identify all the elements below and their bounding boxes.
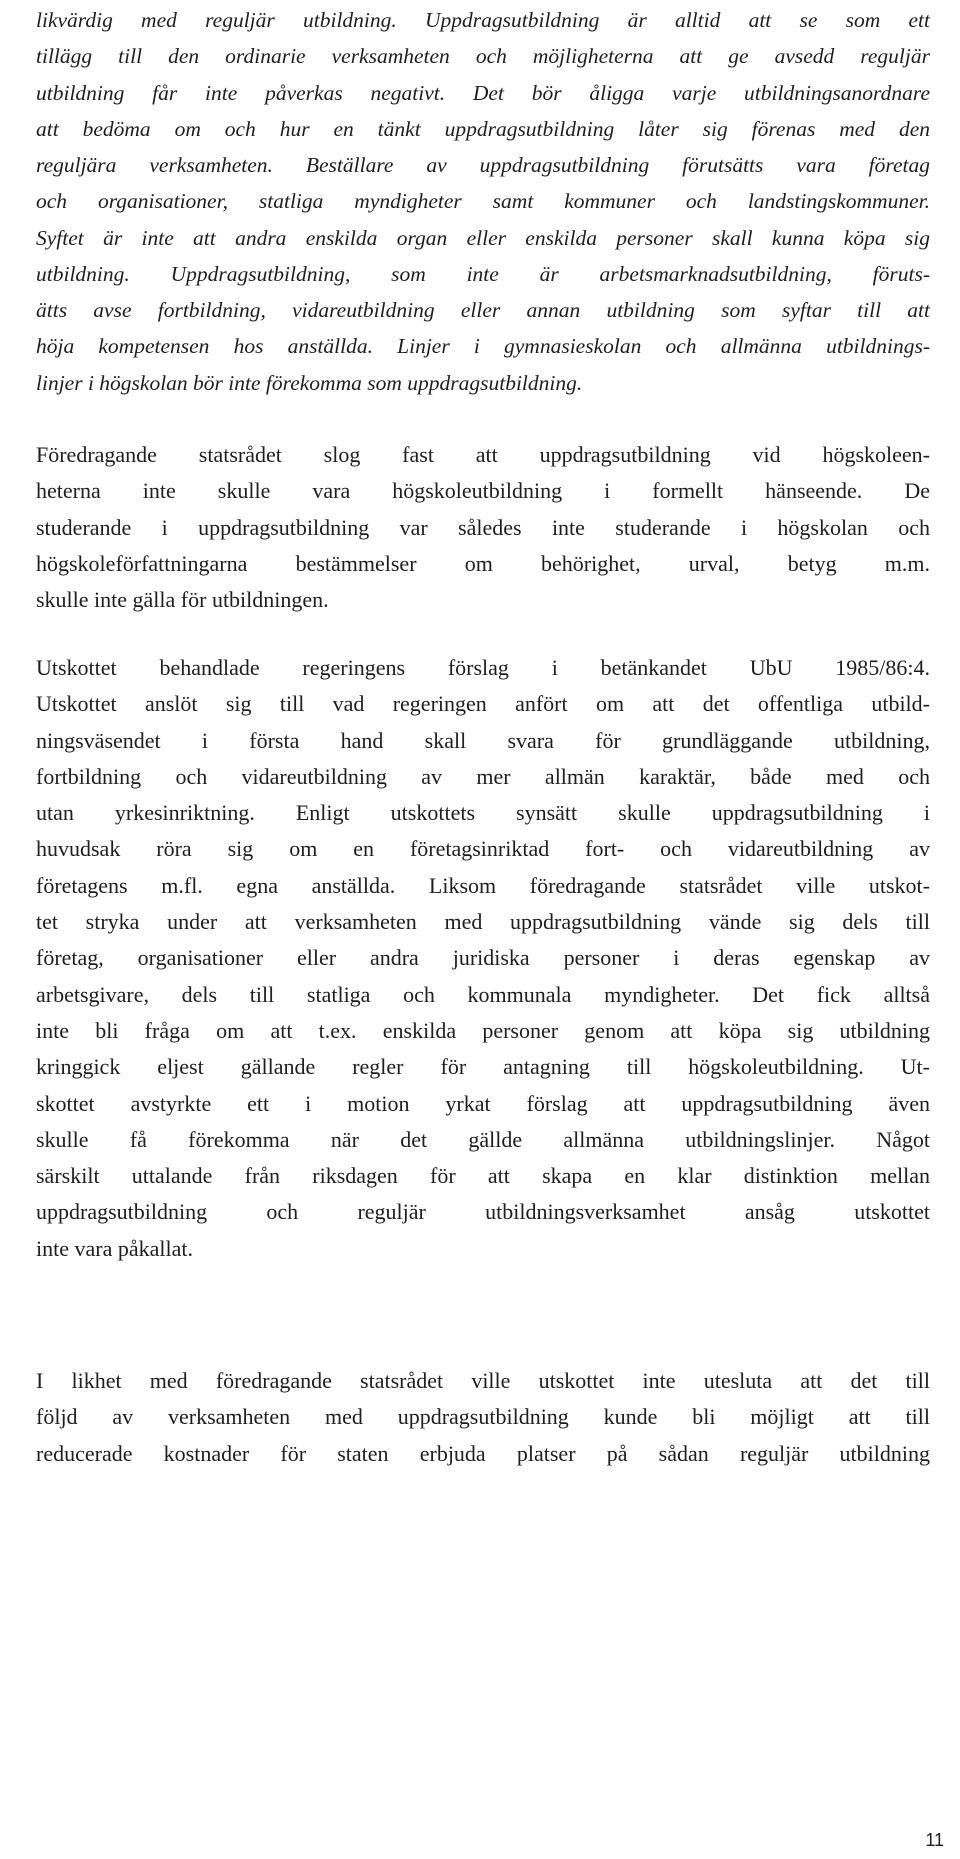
paragraph-line: skottet avstyrkte ett i motion yrkat förslag att uppdragsutbildning även: [36, 1090, 930, 1116]
paragraph-line: särskilt uttalande från riksdagen för att skapa en klar distinktion mellan: [36, 1163, 930, 1189]
quote-line: reguljära verksamheten. Beställare av uppdragsutbildning förutsätts vara företag: [36, 153, 930, 177]
quote-line: ätts avse fortbildning, vidareutbildning eller annan utbildning som syftar till att: [36, 298, 930, 322]
paragraph-line: inte vara påkallat.: [36, 1235, 193, 1261]
document-page: [36, 0, 930, 1466]
paragraph-line: Utskottet anslöt sig till vad regeringen anfört om att det offentliga utbild-: [36, 691, 930, 717]
paragraph-line: Föredragande statsrådet slog fast att uppdragsutbildning vid högskoleen-: [36, 442, 930, 467]
paragraph-2: [36, 650, 930, 1267]
paragraph-line: högskoleförfattningarna bestämmelser om behörighet, urval, betyg m.m.: [36, 550, 930, 576]
paragraph-line: fortbildning och vidareutbildning av mer allmän karaktär, både med och: [36, 763, 930, 789]
quote-line: att bedöma om och hur en tänkt uppdragsutbildning låter sig förenas med den: [36, 116, 930, 141]
paragraph-3: [36, 1363, 930, 1472]
page-number: 11: [925, 1830, 944, 1850]
paragraph-line: ningsväsendet i första hand skall svara för grundläggande utbildning,: [36, 727, 930, 753]
paragraph-line: huvudsak röra sig om en företagsinriktad fort- och vidareutbildning av: [36, 836, 930, 862]
quote-line: tillägg till den ordinarie verksamheten och möjligheterna att ge avsedd reguljär: [36, 44, 930, 69]
quote-line: utbildning. Uppdragsutbildning, som inte är arbetsmarknadsutbildning, föruts-: [36, 261, 930, 286]
paragraph-line: uppdragsutbildning och reguljär utbildningsverksamhet ansåg utskottet: [36, 1199, 930, 1225]
paragraph-line: heterna inte skulle vara högskoleutbildning i formellt hänseende. De: [36, 478, 930, 504]
paragraph-line: kringgick eljest gällande regler för antagning till högskoleutbildning. Ut-: [36, 1054, 930, 1080]
quote-line: höja kompetensen hos anställda. Linjer i gymnasieskolan och allmänna utbildnings-: [36, 334, 930, 359]
paragraph-line: Utskottet behandlade regeringens förslag i betänkandet UbU 1985/86:4.: [36, 655, 930, 680]
paragraph-line: skulle inte gälla för utbildningen.: [36, 587, 329, 613]
quote-line: och organisationer, statliga myndigheter samt kommuner och landstingskommuner.: [36, 189, 930, 214]
paragraph-line: företag, organisationer eller andra juridiska personer i deras egenskap av: [36, 945, 930, 971]
paragraph-line: följd av verksamheten med uppdragsutbildning kunde bli möjligt att till: [36, 1404, 930, 1430]
paragraph-line: I likhet med föredragande statsrådet ville utskottet inte utesluta att det till: [36, 1368, 930, 1393]
paragraph-line: utan yrkesinriktning. Enligt utskottets synsätt skulle uppdragsutbildning i: [36, 800, 930, 826]
paragraph-line: tet stryka under att verksamheten med uppdragsutbildning vände sig dels till: [36, 909, 930, 935]
paragraph-line: företagens m.fl. egna anställda. Liksom föredragande statsrådet ville utskot-: [36, 872, 930, 898]
quoted-passage: [36, 0, 930, 401]
quote-line: Syftet är inte att andra enskilda organ eller enskilda personer skall kunna köpa sig: [36, 225, 930, 250]
quote-line: utbildning får inte påverkas negativt. Det bör åligga varje utbildningsanordnare: [36, 80, 930, 105]
paragraph-line: arbetsgivare, dels till statliga och kommunala myndigheter. Det fick alltså: [36, 981, 930, 1007]
quote-line: linjer i högskolan bör inte förekomma som uppdragsutbildning.: [36, 370, 583, 395]
paragraph-line: skulle få förekomma när det gällde allmänna utbildningslinjer. Något: [36, 1126, 930, 1152]
paragraph-line: inte bli fråga om att t.ex. enskilda personer genom att köpa sig utbildning: [36, 1017, 930, 1043]
paragraph-1: [36, 437, 930, 618]
quote-line: likvärdig med reguljär utbildning. Uppdragsutbildning är alltid att se som ett: [36, 8, 930, 32]
paragraph-line: studerande i uppdragsutbildning var således inte studerande i högskolan och: [36, 514, 930, 540]
paragraph-line: reducerade kostnader för staten erbjuda platser på sådan reguljär utbildning: [36, 1440, 930, 1466]
